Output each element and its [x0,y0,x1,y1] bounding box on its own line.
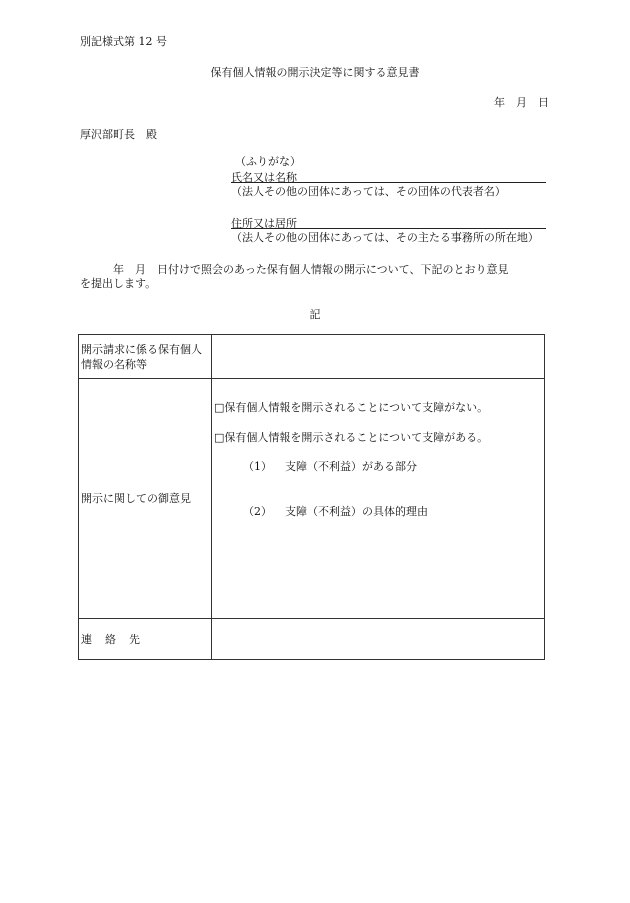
info-name-label-line2: 情報の名称等 [81,357,147,371]
form-number: 別記様式第 12 号 [80,35,167,48]
address-note: （法人その他の団体にあっては、その主たる事務所の所在地） [231,231,539,244]
furigana-label: （ふりがな） [235,155,301,168]
date-line [494,94,549,110]
opinion-table [78,334,545,660]
opinion-content-cell [212,379,545,619]
ki-heading: 記 [309,308,321,321]
document-title: 保有個人情報の開示決定等に関する意見書 [210,66,420,79]
addressee: 厚沢部町長 殿 [80,128,157,141]
opinion-table-wrapper [78,334,544,659]
table-row [79,619,545,660]
info-name-label-line1: 開示請求に係る保有個人 [81,342,202,356]
info-name-label-cell [79,335,212,379]
contact-label-cell [79,619,212,660]
sub-item-1-number: （1） [243,460,272,473]
contact-label: 連絡先 [81,632,153,646]
sub-item-1 [243,459,417,474]
address-label: 住所又は居所 [231,217,297,230]
table-row [79,335,545,379]
info-name-input-cell[interactable] [212,335,545,379]
opinion-label-cell: 開示に関しての御意見 [79,379,212,619]
name-note: （法人その他の団体にあっては、その団体の代表者名） [231,185,506,198]
sub-item-1-text: 支障（不利益）がある部分 [285,460,417,473]
sub-item-2 [243,504,428,519]
contact-input-cell[interactable] [212,619,545,660]
body-text-line1: 年 月 日付けで照会のあった保有個人情報の開示について、下記のとおり意見 [80,263,509,276]
name-label: 氏名又は名称 [231,171,297,184]
sub-item-2-text: 支障（不利益）の具体的理由 [285,505,428,518]
date-day: 日 [538,96,549,109]
table-row [79,379,545,619]
body-text-line2: を提出します。 [80,277,157,290]
sub-item-2-number: （2） [243,505,272,518]
checkbox-issue[interactable]: □保有個人情報を開示されることについて支障がある。 [214,431,489,444]
date-month: 月 [516,96,527,109]
checkbox-no-issue[interactable]: □保有個人情報を開示されることについて支障がない。 [214,401,489,414]
date-year: 年 [494,96,505,109]
